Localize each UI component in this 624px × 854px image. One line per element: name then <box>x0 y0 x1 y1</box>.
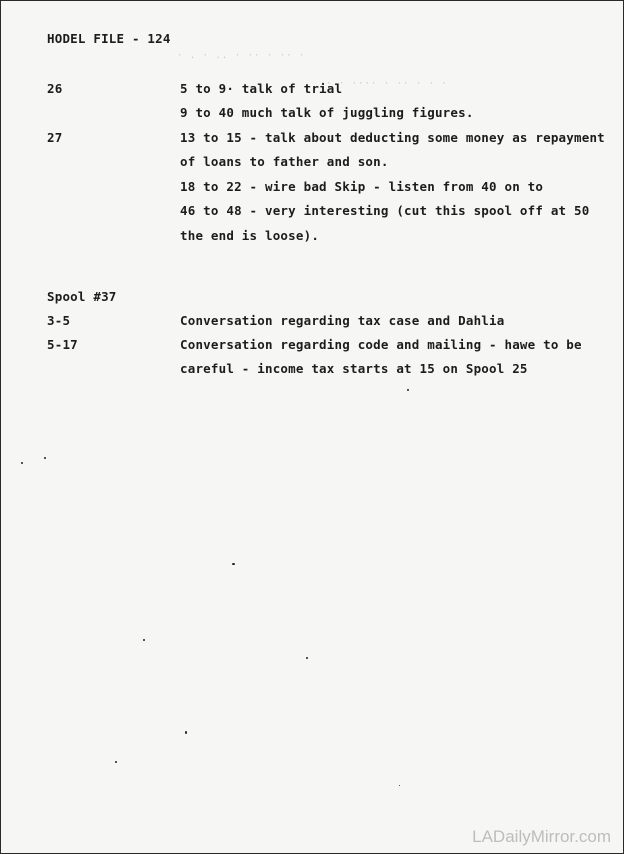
entry-line: the end is loose). <box>180 228 320 243</box>
scan-speck <box>407 389 409 391</box>
file-heading: HODEL FILE - 124 <box>47 31 171 46</box>
scan-speck <box>44 457 46 459</box>
entry-ref: 26 <box>47 81 63 96</box>
faint-bleed-mark: · · ···· · ·· · · · <box>326 79 448 89</box>
spool-heading: Spool #37 <box>47 289 117 304</box>
scan-speck <box>21 462 23 464</box>
faint-bleed-mark: · . · .. · ·· · ·· · <box>177 51 306 61</box>
scan-speck <box>185 731 187 734</box>
entry-ref: 5-17 <box>47 337 78 352</box>
entry-line: Conversation regarding code and mailing - hawe to be <box>180 337 582 352</box>
entry-line: 13 to 15 - talk about deducting some money as repayment <box>180 130 605 145</box>
watermark: LADailyMirror.com <box>472 827 611 846</box>
entry-line: careful - income tax starts at 15 on Spool 25 <box>180 361 528 376</box>
entry-line: 46 to 48 - very interesting (cut this spool off at 50 <box>180 203 590 218</box>
entry-line: 18 to 22 - wire bad Skip - listen from 40 on to <box>180 179 544 194</box>
scan-speck <box>399 785 400 786</box>
entry-line: of loans to father and son. <box>180 154 389 169</box>
scan-speck <box>232 563 235 565</box>
scan-speck <box>306 657 308 659</box>
entry-line: 5 to 9· talk of trial <box>180 81 343 96</box>
entry-line: Conversation regarding tax case and Dahlia <box>180 313 505 328</box>
scan-speck <box>115 761 117 763</box>
entry-ref: 27 <box>47 130 63 145</box>
scan-speck <box>143 639 145 641</box>
entry-ref: 3-5 <box>47 313 71 328</box>
entry-line: 9 to 40 much talk of juggling figures. <box>180 105 474 120</box>
